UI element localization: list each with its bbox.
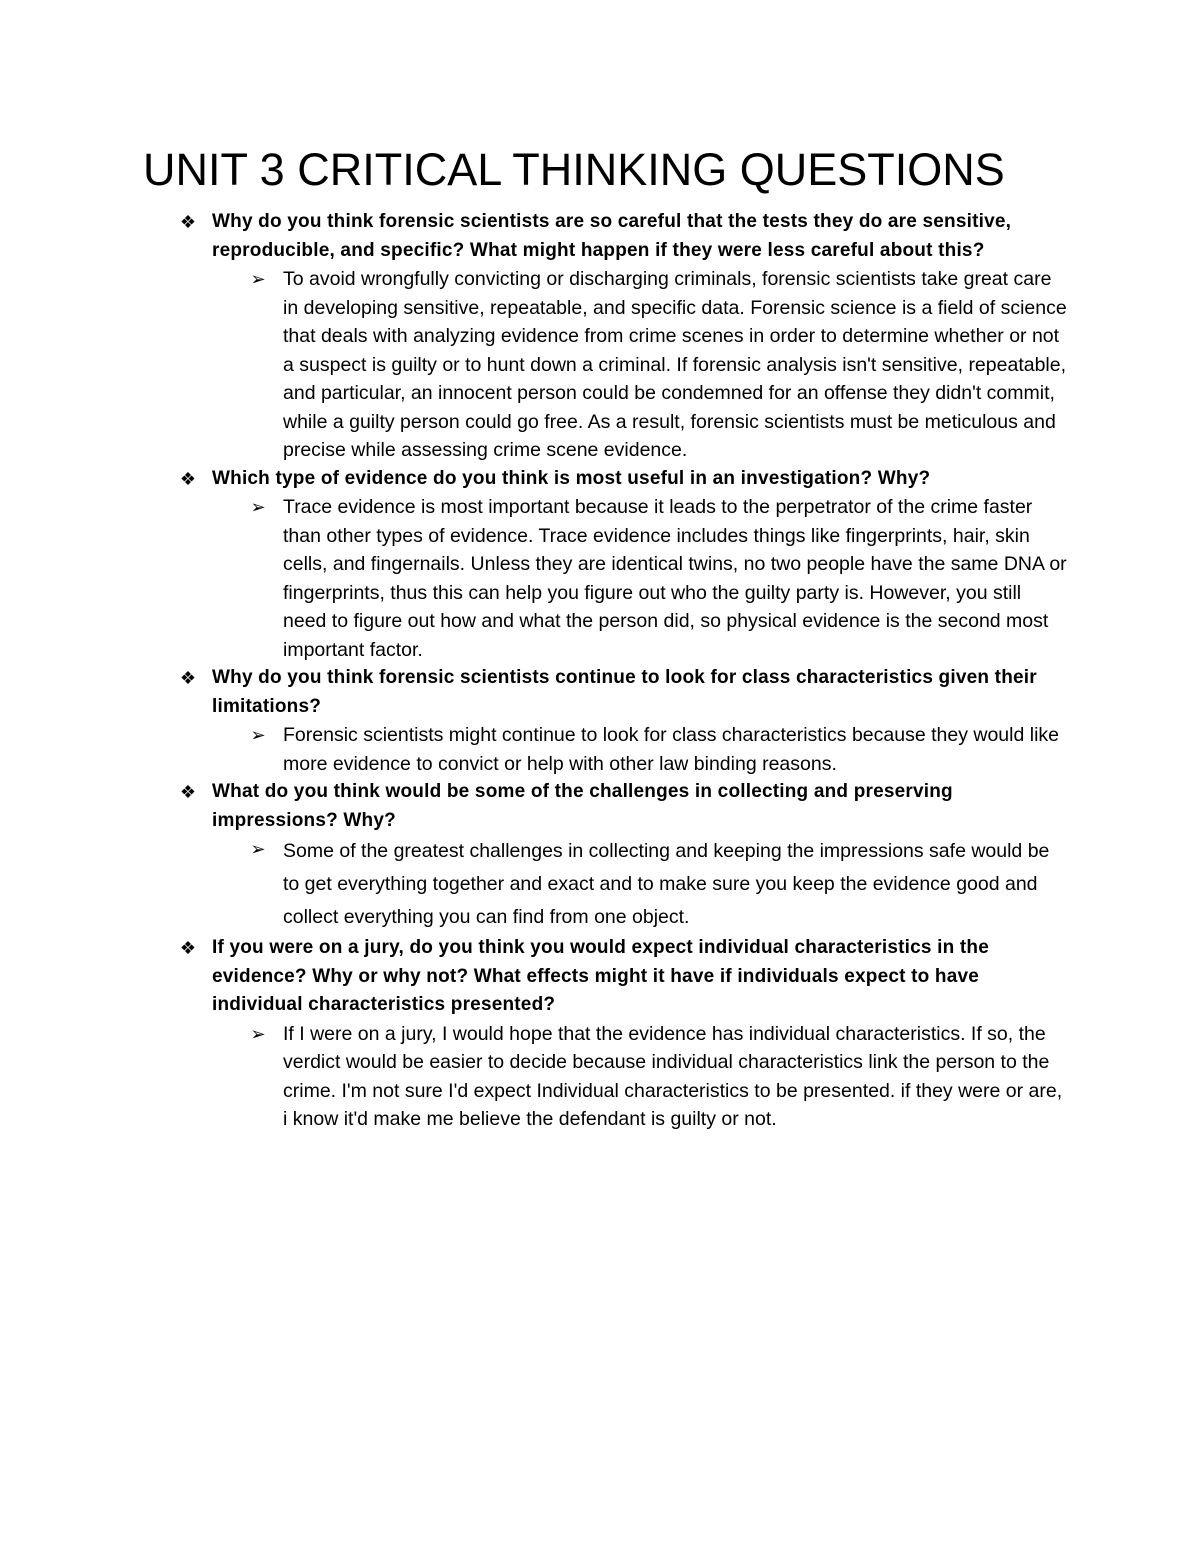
answer-block (0, 1020, 1200, 1134)
arrow-bullet-icon: ➢ (250, 725, 266, 745)
answer-block (0, 835, 1200, 934)
qa-item-4 (0, 778, 1200, 934)
qa-item-1 (0, 208, 1200, 465)
question-text: Why do you think forensic scientists are so careful that the tests they do are sensitive, reproducible, and specific? What might happen if they were less careful about this? (212, 211, 1012, 261)
diamond-bullet-icon: ❖ (179, 938, 197, 958)
diamond-bullet-icon: ❖ (179, 782, 197, 802)
answer-block (0, 721, 1200, 778)
qa-item-3 (0, 664, 1200, 778)
diamond-bullet-icon: ❖ (179, 668, 197, 688)
answer-block (0, 493, 1200, 664)
diamond-bullet-icon: ❖ (179, 468, 197, 489)
question-text: Why do you think forensic scientists continue to look for class characteristics given their limitations? (212, 667, 1037, 717)
answer-text: If I were on a jury, I would hope that the evidence has individual characteristics. If so, the verdict would be easier to decide because individual characteristics link the person to the crime. I'm not sure I'd expect Individual characteristics to be presented. if they were or are, i know it'd make me believe the defendant is guilty or not. (283, 1022, 1063, 1130)
answer-text: Trace evidence is most important because it leads to the perpetrator of the crime faster than other types of evidence. Trace evidence includes things like fingerprints, hair, skin cells, and fingernails. Unless they are identical twins, no two people have the same DNA or fingerprints, thus this can help you figure out who the guilty party is. However, you still need to figure out how and what the person did, so physical evidence is the second most important factor. (283, 496, 1067, 661)
arrow-bullet-icon: ➢ (250, 1023, 266, 1044)
answer-text: Forensic scientists might continue to look for class characteristics because they would like more evidence to convict or help with other law binding reasons. (283, 724, 1060, 775)
answer-block (0, 265, 1200, 465)
question-text: Which type of evidence do you think is most useful in an investigation? Why? (212, 467, 931, 489)
qa-item-5 (0, 934, 1200, 1134)
arrow-bullet-icon: ➢ (250, 839, 266, 859)
page-title: UNIT 3 CRITICAL THINKING QUESTIONS (143, 144, 1005, 195)
answer-text: Some of the greatest challenges in collecting and keeping the impressions safe would be to get everything together and exact and to make sure you keep the evidence good and collect everything you can find from one object. (283, 840, 1050, 928)
question-text: What do you think would be some of the challenges in collecting and preserving impressions? Why? (212, 781, 953, 831)
qa-item-2 (0, 465, 1200, 665)
answer-text: To avoid wrongfully convicting or discharging criminals, forensic scientists take great care in developing sensitive, repeatable, and specific data. Forensic science is a field of science that deals with analyzing evidence from crime scenes in order to determine whether or not a suspect is guilty or to hunt down a criminal. If forensic analysis isn't sensitive, repeatable, and particular, an innocent person could be condemned for an offense they didn't commit, while a guilty person could go free. As a result, forensic scientists must be meticulous and precise while assessing crime scene evidence. (283, 268, 1067, 461)
question-text: If you were on a jury, do you think you would expect individual characteristics in the evidence? Why or why not? What effects might it have if individuals expect to have individual characteristics presented? (212, 937, 989, 1015)
arrow-bullet-icon: ➢ (250, 269, 266, 289)
question-list (0, 208, 1200, 1134)
diamond-bullet-icon: ❖ (179, 212, 197, 232)
arrow-bullet-icon: ➢ (250, 497, 266, 517)
